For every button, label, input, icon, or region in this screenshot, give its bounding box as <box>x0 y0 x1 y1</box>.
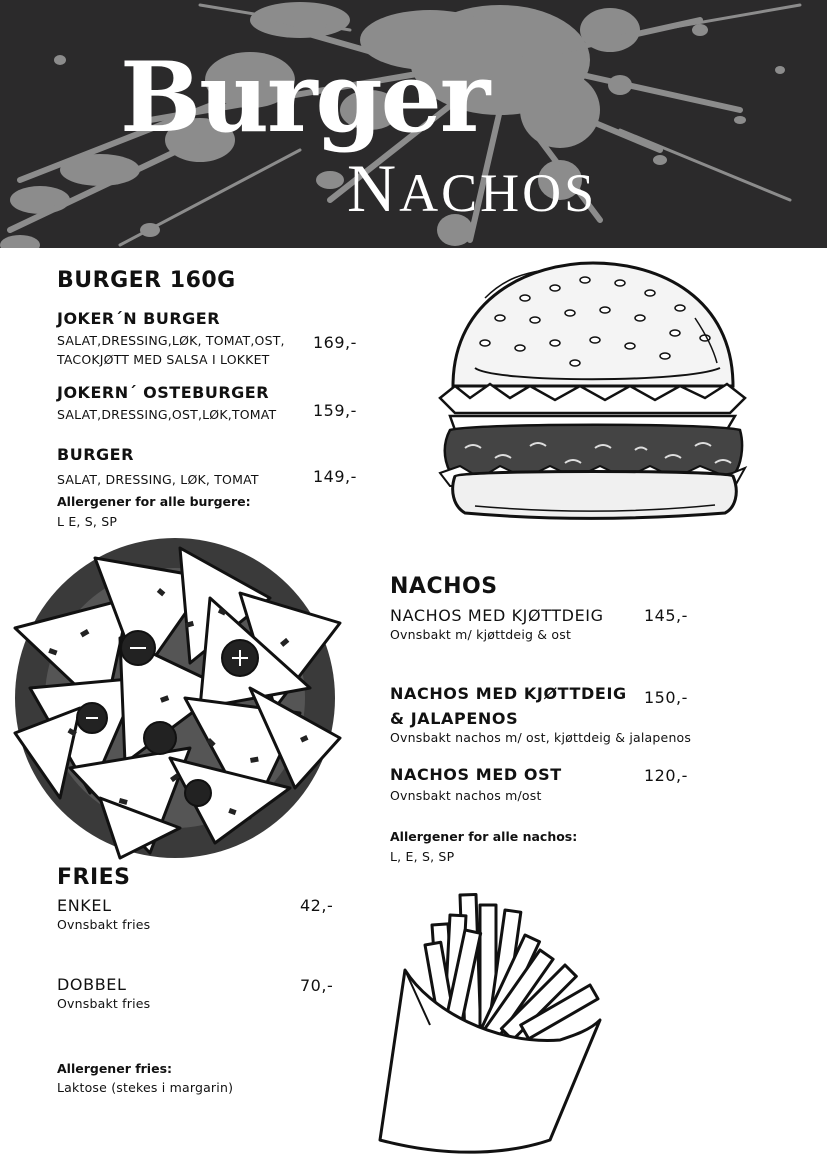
fries-heading: FRIES <box>57 865 131 890</box>
nachos-item-2-price: 150,- <box>644 688 688 707</box>
fries-item-1-name: ENKEL <box>57 896 112 915</box>
nachos-item-3-name: NACHOS MED OST <box>390 765 562 784</box>
nachos-item-2-desc: Ovnsbakt nachos m/ ost, kjøttdeig & jalapenos <box>390 730 692 745</box>
nachos-item-1-desc: Ovnsbakt m/ kjøttdeig & ost <box>390 627 572 642</box>
burger-item-1-desc-1: SALAT,DRESSING,LØK, TOMAT,OST, <box>57 333 285 348</box>
fries-carton-illustration <box>375 890 630 1165</box>
fries-item-1-desc: Ovnsbakt fries <box>57 917 151 932</box>
burger-item-3-desc: SALAT, DRESSING, LØK, TOMAT <box>57 472 259 487</box>
nachos-item-1-price: 145,- <box>644 606 688 625</box>
burger-item-3-price: 149,- <box>313 467 357 486</box>
burger-allergen-value: L E, S, SP <box>57 514 118 529</box>
nachos-item-3-price: 120,- <box>644 766 688 785</box>
burger-illustration <box>435 258 750 528</box>
burger-item-1-price: 169,- <box>313 333 357 352</box>
burger-item-3-name: BURGER <box>57 445 134 464</box>
fries-item-2-name: DOBBEL <box>57 975 127 994</box>
header-banner <box>0 0 827 248</box>
title-nachos <box>347 150 597 231</box>
burger-heading: BURGER 160G <box>57 268 236 293</box>
title-burger: Burger <box>120 41 489 154</box>
burger-allergen-label: Allergener for alle burgere: <box>57 494 251 509</box>
burger-item-2-desc: SALAT,DRESSING,OST,LØK,TOMAT <box>57 407 277 422</box>
nachos-item-3-desc: Ovnsbakt nachos m/ost <box>390 788 542 803</box>
fries-item-1-price: 42,- <box>300 896 334 915</box>
burger-item-1-desc-2: TACOKJØTT MED SALSA I LOKKET <box>57 352 270 367</box>
nachos-allergen-label: Allergener for alle nachos: <box>390 829 578 844</box>
burger-item-1-name: JOKER´N BURGER <box>57 309 221 328</box>
fries-allergen-label: Allergener fries: <box>57 1061 173 1076</box>
title-nachos-initial: N <box>347 150 400 226</box>
title-nachos-rest: ACHOS <box>399 163 598 223</box>
fries-item-2-price: 70,- <box>300 976 334 995</box>
nachos-heading: NACHOS <box>390 574 498 599</box>
fries-allergen-value: Laktose (stekes i margarin) <box>57 1080 234 1095</box>
nachos-plate-illustration <box>10 538 345 863</box>
nachos-item-2-name-1: NACHOS MED KJØTTDEIG <box>390 684 627 703</box>
fries-item-2-desc: Ovnsbakt fries <box>57 996 151 1011</box>
nachos-allergen-value: L, E, S, SP <box>390 849 455 864</box>
nachos-item-2-name-2: & JALAPENOS <box>390 709 519 728</box>
nachos-item-1-name: NACHOS MED KJØTTDEIG <box>390 606 604 625</box>
burger-item-2-name: JOKERN´ OSTEBURGER <box>57 383 270 402</box>
burger-item-2-price: 159,- <box>313 401 357 420</box>
